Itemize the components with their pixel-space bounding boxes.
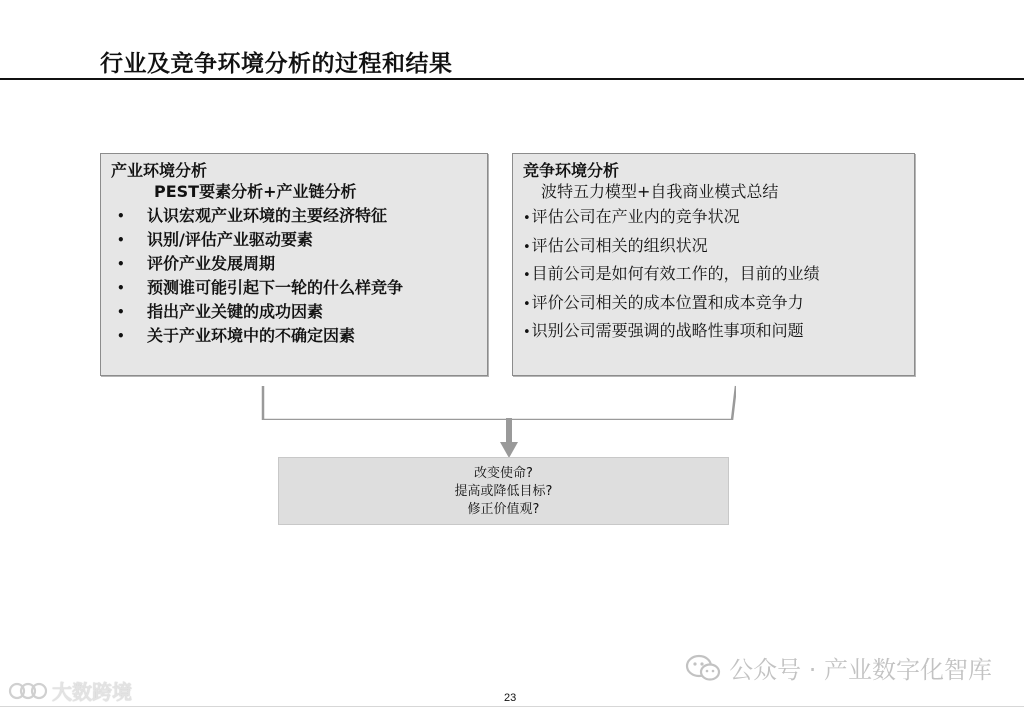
- competition-analysis-subheading: 波特五力模型+自我商业模式总结: [541, 182, 779, 201]
- bullet-icon: •: [117, 305, 125, 319]
- wechat-bubble-small: [701, 664, 719, 679]
- list-item: [111, 252, 487, 276]
- industry-analysis-box: [100, 153, 488, 376]
- list-item: [111, 324, 487, 348]
- wechat-eye: [712, 669, 715, 672]
- bullet-icon: •: [117, 257, 125, 271]
- list-item-text: 认识宏观产业环境的主要经济特征: [147, 206, 388, 225]
- bracket-line: [263, 386, 736, 420]
- list-item: [111, 300, 487, 324]
- wechat-eye: [694, 662, 697, 665]
- bullet-icon: •: [117, 233, 125, 247]
- arrow-head: [500, 442, 518, 458]
- bullet-icon: •: [523, 239, 531, 255]
- bullet-icon: •: [523, 325, 531, 340]
- merge-bracket-arrow: [260, 384, 736, 420]
- wechat-icon: [685, 654, 721, 682]
- competition-analysis-box: [512, 153, 915, 376]
- outcome-box: [278, 457, 729, 525]
- competition-analysis-list: [523, 204, 914, 347]
- corner-logo: [8, 676, 132, 705]
- down-arrow-icon: [500, 418, 518, 460]
- arrow-shaft: [506, 418, 512, 444]
- list-item-text: 关于产业环境中的不确定因素: [147, 326, 356, 345]
- industry-analysis-subheading: PEST要素分析+产业链分析: [154, 182, 357, 201]
- industry-analysis-list: [111, 204, 487, 348]
- industry-analysis-heading: 产业环境分析: [111, 161, 208, 180]
- bullet-icon: •: [523, 268, 531, 283]
- outcome-line: 修正价值观?: [467, 502, 540, 517]
- list-item-text: 预测谁可能引起下一轮的什么样竞争: [147, 278, 404, 297]
- bullet-icon: •: [523, 296, 531, 312]
- outcome-line: 提高或降低目标?: [454, 484, 553, 499]
- list-item-text: 评估公司在产业内的竞争状况: [531, 207, 740, 226]
- competition-analysis-heading: 竞争环境分析: [523, 161, 620, 180]
- list-item-text: 评价公司相关的成本位置和成本竞争力: [531, 292, 804, 312]
- list-item: [111, 276, 487, 300]
- bullet-icon: •: [523, 211, 531, 226]
- bullet-icon: •: [117, 281, 125, 295]
- chain-logo-icon: [8, 680, 48, 702]
- title-divider: [0, 78, 1024, 80]
- list-item: [523, 233, 914, 262]
- wechat-eye: [706, 669, 709, 672]
- list-item: [523, 204, 914, 233]
- footer-divider: [0, 706, 1024, 707]
- corner-logo-text: 大数跨境: [52, 680, 132, 704]
- wechat-eye: [701, 662, 704, 665]
- list-item: [111, 204, 487, 228]
- list-item: [523, 261, 914, 290]
- bullet-icon: •: [117, 329, 125, 343]
- list-item-text: 评价产业发展周期: [147, 254, 276, 273]
- list-item: [523, 318, 914, 347]
- list-item-text: 目前公司是如何有效工作的，目前的业绩: [531, 264, 820, 283]
- list-item-text: 识别/评估产业驱动要素: [147, 230, 313, 249]
- outcome-line: 改变使命?: [474, 466, 533, 481]
- page-number: 23: [504, 692, 517, 704]
- list-item-text: 评估公司相关的组织状况: [531, 235, 708, 255]
- list-item-text: 指出产业关键的成功因素: [147, 302, 324, 321]
- list-item-text: 识别公司需要强调的战略性事项和问题: [531, 321, 804, 340]
- list-item: [523, 290, 914, 319]
- bullet-icon: •: [117, 209, 125, 223]
- slide-title: 行业及竞争环境分析的过程和结果: [100, 51, 453, 77]
- list-item: [111, 228, 487, 252]
- watermark-text: 公众号 · 产业数字化智库: [729, 656, 992, 684]
- wechat-watermark: [685, 650, 992, 685]
